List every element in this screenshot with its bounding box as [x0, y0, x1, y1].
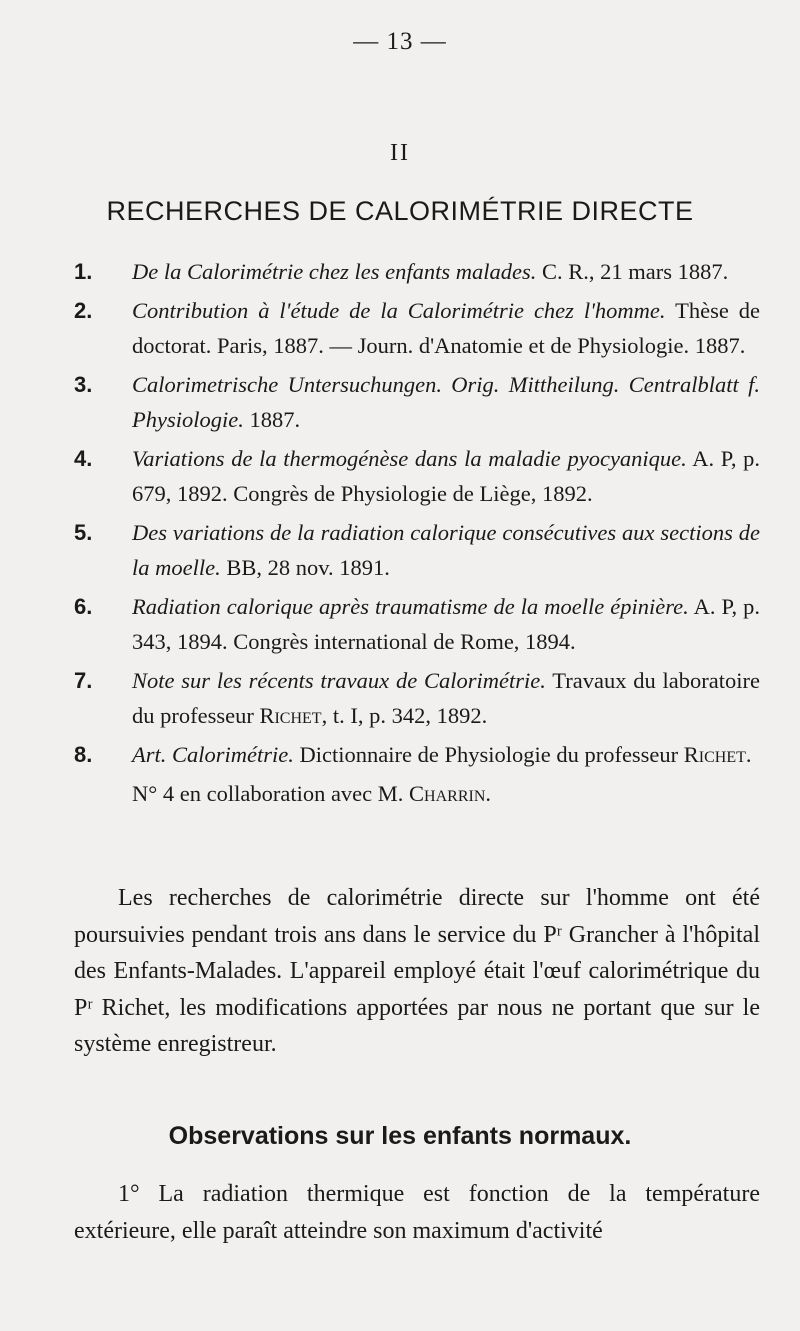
entry-details: Dictionnaire de Physiologie du professeur [293, 742, 684, 767]
entry-number: 3. [74, 372, 93, 397]
entry-number: 8. [74, 742, 93, 767]
entry-title: Contribution à l'étude de la Calorimétrie chez l'homme. [132, 298, 666, 323]
section-title: RECHERCHES DE CALORIMÉTRIE DIRECTE [106, 196, 694, 226]
entry-details-end: . [745, 742, 752, 767]
entry-number: 4. [74, 446, 93, 471]
bibliography-list [74, 254, 760, 811]
subsection-title: Observations sur les enfants normaux. [168, 1122, 632, 1150]
entry-title: Calorimetrische Untersuchungen. Orig. Mittheilung. Centralblatt f. Physiologie. [132, 372, 760, 432]
entry-number: 1. [74, 259, 93, 284]
entry-number: 7. [74, 668, 93, 693]
entry-details: BB, 28 nov. 1891. [220, 555, 390, 580]
bibliography-entry-2 [74, 293, 760, 363]
section-number: II [390, 140, 410, 166]
entry-details: Thèse de doctorat. Paris, 1887. — Journ. d'Anatomie et de Physiologie. 1887. [132, 298, 760, 358]
page-number: — 13 — [353, 28, 447, 55]
entry-number: 5. [74, 520, 93, 545]
bibliography-entry-7 [74, 663, 760, 733]
entry-number: 6. [74, 594, 93, 619]
bibliography-entry-3 [74, 367, 760, 437]
entry-title: Des variations de la radiation calorique consécutives aux sections de la moelle. [132, 520, 760, 580]
entry-details: 1887. [243, 407, 301, 432]
entry-details: A. P, p. 343, 1894. Congrès international de Rome, 1894. [132, 594, 760, 654]
collaboration-note [74, 776, 760, 811]
bibliography-entry-8 [74, 737, 760, 772]
collaborator-name: Charrin [409, 781, 486, 806]
entry-title: De la Calorimétrie chez les enfants malades. [132, 259, 537, 284]
collaboration-text: N° 4 en collaboration avec M. [132, 781, 410, 806]
author-name: Richet [259, 703, 322, 728]
entry-title: Art. Calorimétrie. [132, 742, 294, 767]
collaboration-end: . [485, 781, 491, 806]
entry-number: 2. [74, 298, 93, 323]
entry-details: A. P, p. 679, 1892. Congrès de Physiologie de Liège, 1892. [132, 446, 761, 506]
entry-details-end: , t. I, p. 342, 1892. [321, 703, 488, 728]
bibliography-entry-5 [74, 515, 760, 585]
entry-details: C. R., 21 mars 1887. [536, 259, 729, 284]
entry-title: Variations de la thermogénèse dans la maladie pyocyanique. [132, 446, 687, 471]
author-name: Richet [683, 742, 746, 767]
bibliography-entry-6 [74, 589, 760, 659]
body-paragraph-1: Les recherches de calorimétrie directe sur l'homme ont été poursuivies pendant trois ans dans le service du Pʳ Grancher à l'hôpital des Enfants-Malades. L'appareil employé était l'œuf calorimétrique du Pʳ Richet, les modifications apportées par nous ne portant que sur le système enregistreur. [74, 885, 760, 1057]
bibliography-entry-1 [74, 254, 760, 289]
entry-details: Travaux du laboratoire du professeur [132, 668, 760, 728]
body-paragraph-2: 1° La radiation thermique est fonction de la température extérieure, elle paraît atteindre son maximum d'activité [74, 1181, 760, 1244]
bibliography-entry-4 [74, 441, 760, 511]
entry-title: Radiation calorique après traumatisme de la moelle épinière. [132, 594, 689, 619]
entry-title: Note sur les récents travaux de Calorimétrie. [132, 668, 546, 693]
